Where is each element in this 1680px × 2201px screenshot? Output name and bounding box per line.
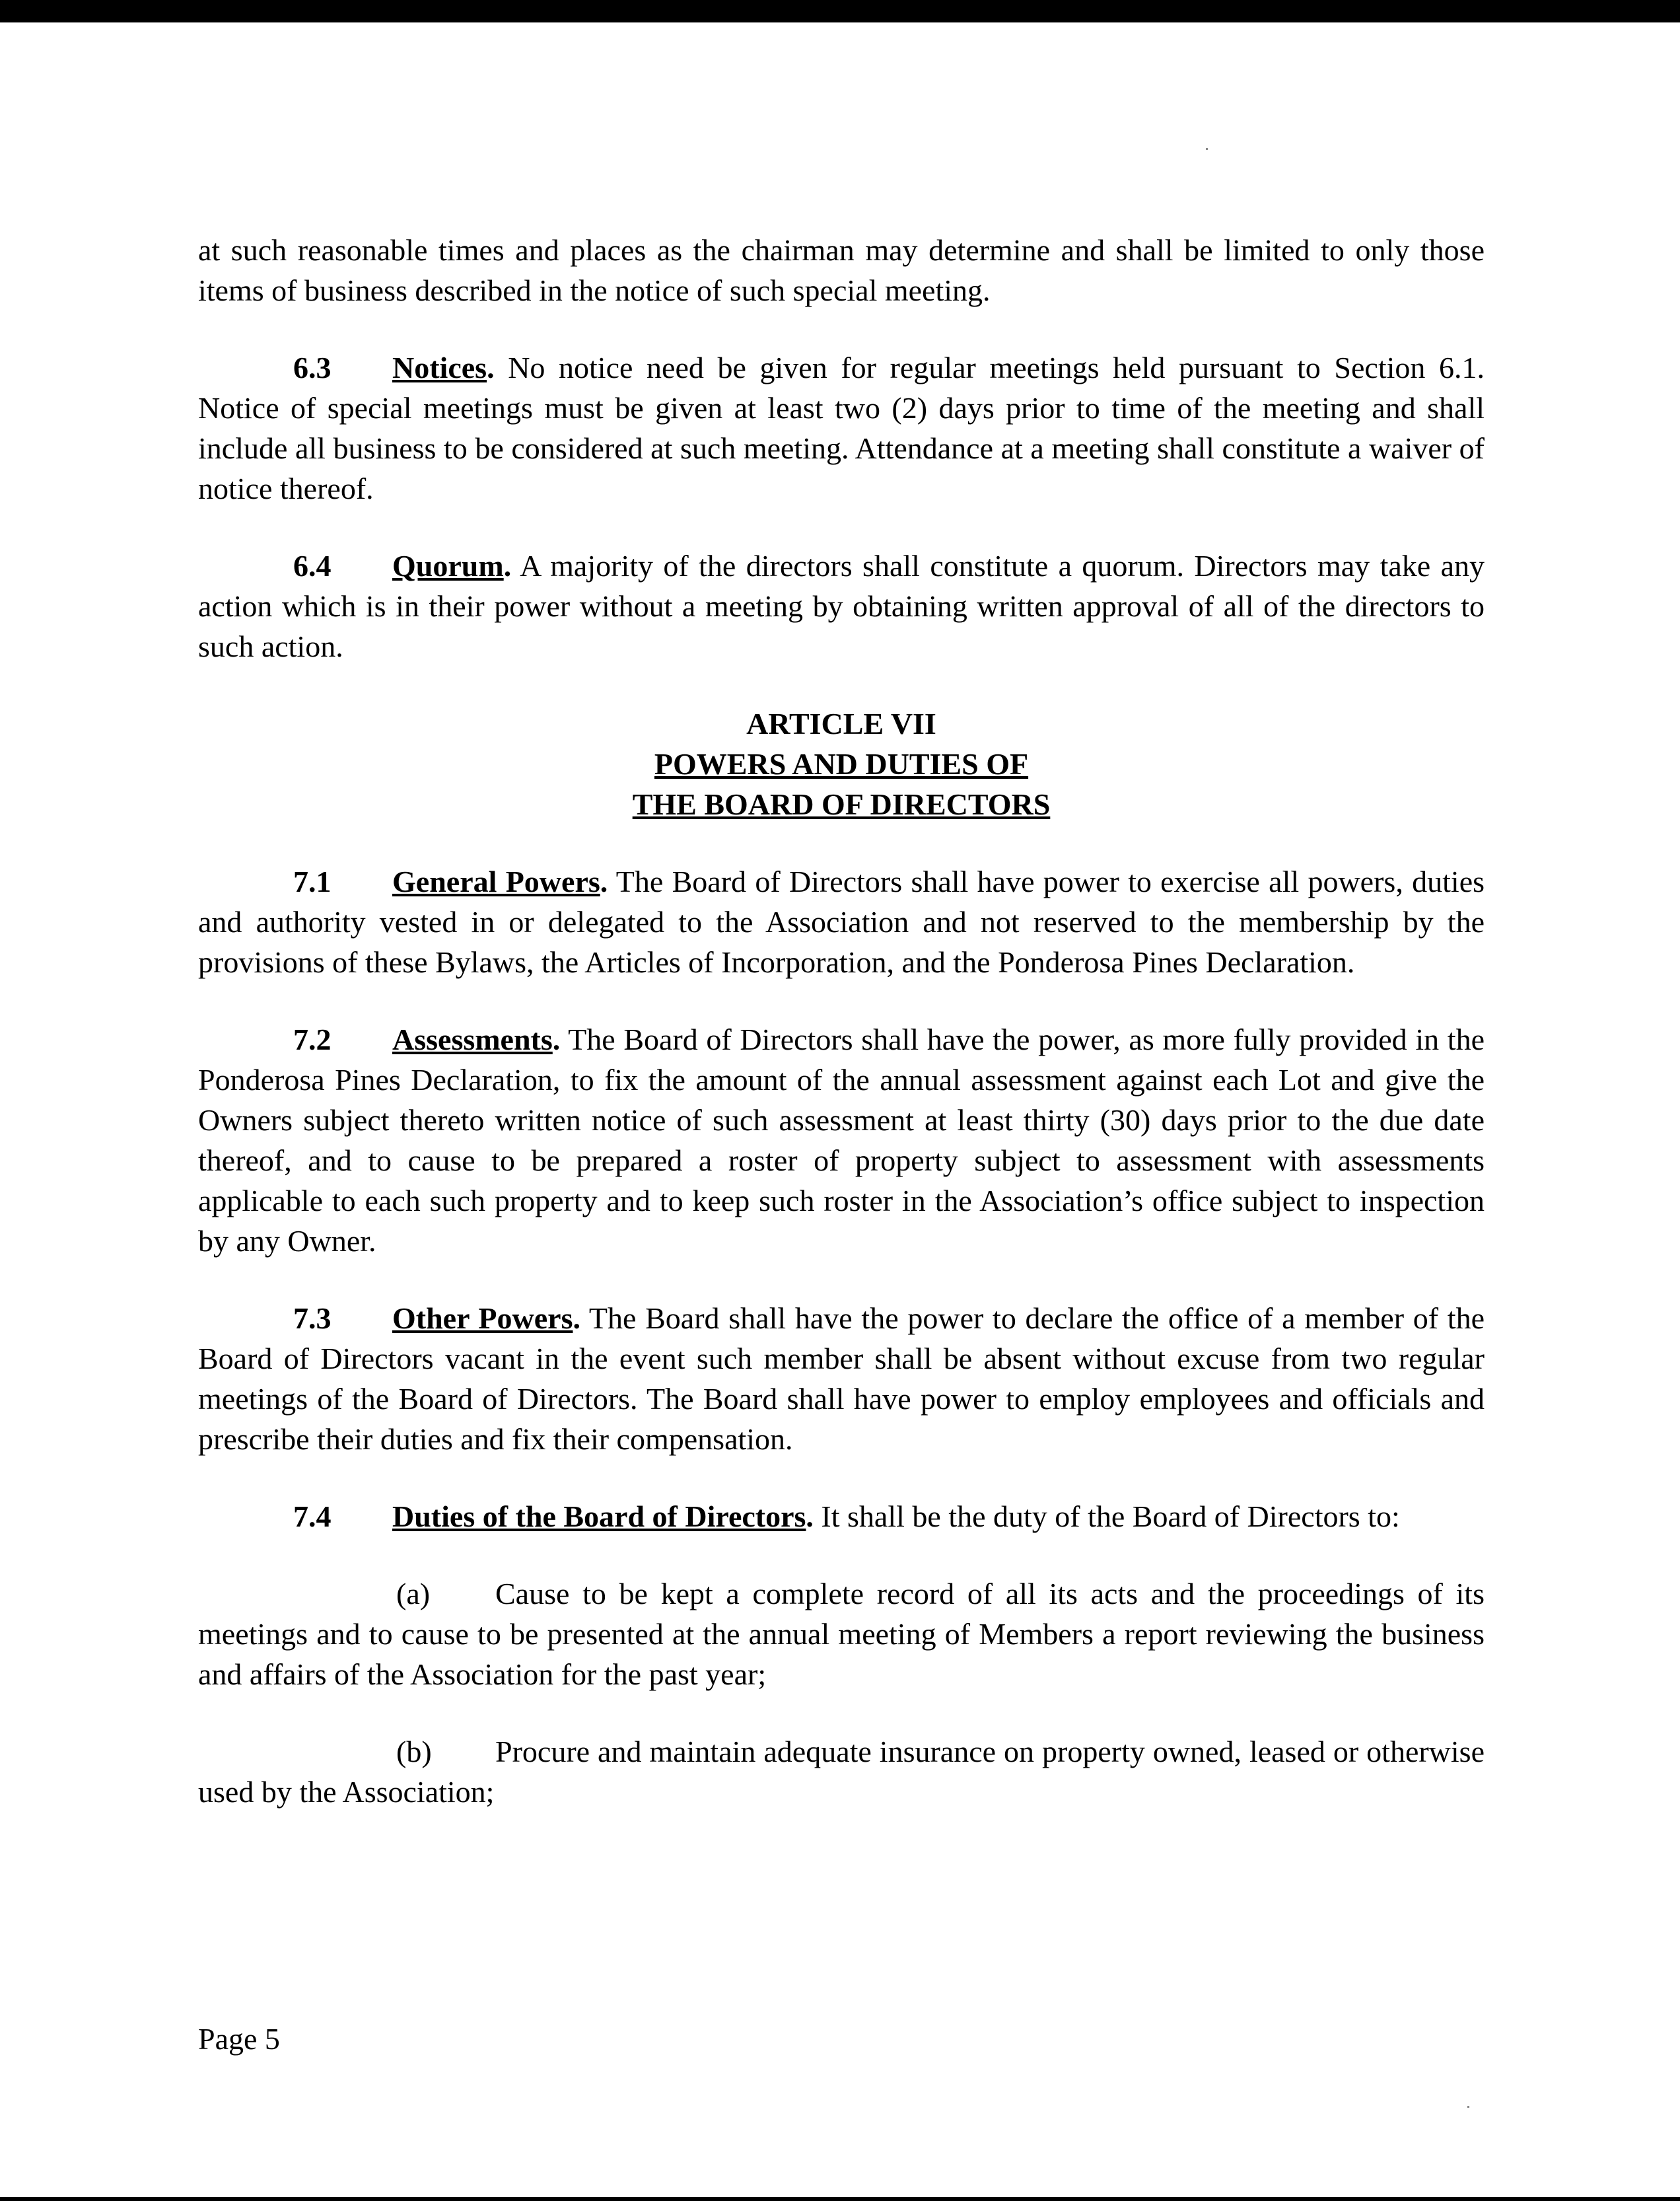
article-title-line-1: POWERS AND DUTIES OF (654, 747, 1029, 781)
scan-bottom-border (0, 2197, 1680, 2201)
section-number: 6.4 (293, 549, 332, 583)
section-heading: Assessments (392, 1023, 553, 1056)
section-number: 7.3 (293, 1301, 332, 1335)
continuation-paragraph: at such reasonable times and places as the chairman may determine and shall be limited to only those items of business described in the notice of such special meeting. (198, 233, 1485, 307)
subitem-label: (a) (396, 1577, 431, 1610)
section-heading: Notices (392, 351, 487, 384)
section-body: The Board of Directors shall have power to exercise all powers, duties and authority vested in or delegated to the Association and not reserved to the membership by the provisions of these Bylaws, the Articles of Incorporation, and the Ponderosa Pines Declaration. (198, 865, 1485, 979)
section-7-1: 7.1 General Powers. The Board of Directors shall have power to exercise all powers, duties and authority vested in or delegated to the Association and not reserved to the membership by the provisions of these Bylaws, the Articles of Incorporation, and the Ponderosa Pines Declaration. (198, 861, 1485, 982)
section-body: It shall be the duty of the Board of Directors to: (821, 1499, 1400, 1533)
section-number: 7.1 (293, 865, 332, 898)
scan-speck (1206, 148, 1208, 150)
section-6-4: 6.4 Quorum. A majority of the directors shall constitute a quorum. Directors may take any action which is in their power without a meeting by obtaining written approval of all of the directors to such action. (198, 546, 1485, 667)
page-number: Page 5 (198, 2022, 280, 2056)
scan-speck (1467, 2106, 1469, 2108)
article-title-line-2: THE BOARD OF DIRECTORS (632, 787, 1051, 821)
section-7-4: 7.4 Duties of the Board of Directors. It shall be the duty of the Board of Directors to: (198, 1496, 1485, 1536)
article-number: ARTICLE VII (746, 707, 936, 740)
section-7-2: 7.2 Assessments. The Board of Directors shall have the power, as more fully provided in the Ponderosa Pines Declaration, to fix the amount of the annual assessment against each Lot and give the Owners subject thereto written notice of such assessment at least thirty (30) days prior to the due date thereof, and to cause to be prepared a roster of property subject to assessment with assessments applicable to each such property and to keep such roster in the Association’s office subject to inspection by any Owner. (198, 1019, 1485, 1261)
subitem-text: Cause to be kept a complete record of all its acts and the proceedings of its meetings and to cause to be presented at the annual meeting of Members a report reviewing the business and affairs of the Association for the past year; (198, 1577, 1485, 1691)
section-number: 7.4 (293, 1499, 332, 1533)
section-number: 6.3 (293, 351, 332, 384)
section-body: The Board shall have the power to declare the office of a member of the Board of Directors vacant in the event such member shall be absent without excuse from two regular meetings of the Board of Directors. The Board shall have power to employ employees and officials and prescribe their duties and fix their compensation. (198, 1301, 1485, 1456)
subitem-text: Procure and maintain adequate insurance on property owned, leased or otherwise used by the Association; (198, 1735, 1485, 1809)
section-body: A majority of the directors shall constitute a quorum. Directors may take any action which is in their power without a meeting by obtaining written approval of all of the directors to such action. (198, 549, 1485, 663)
document-body (198, 230, 1485, 1812)
section-7-3: 7.3 Other Powers. The Board shall have the power to declare the office of a member of the Board of Directors vacant in the event such member shall be absent without excuse from two regular meetings of the Board of Directors. The Board shall have power to employ employees and officials and prescribe their duties and fix their compensation. (198, 1298, 1485, 1459)
scan-top-border (0, 0, 1680, 22)
section-heading: Duties of the Board of Directors (392, 1499, 806, 1533)
article-heading (198, 704, 1485, 824)
subitem-label: (b) (396, 1735, 432, 1768)
section-heading: Quorum (392, 549, 504, 583)
subitem-a (198, 1573, 1485, 1694)
subitem-b (198, 1731, 1485, 1812)
section-heading: Other Powers (392, 1301, 573, 1335)
section-number: 7.2 (293, 1023, 332, 1056)
section-body: The Board of Directors shall have the power, as more fully provided in the Ponderosa Pines Declaration, to fix the amount of the annual assessment against each Lot and give the Owners subject thereto written notice of such assessment at least thirty (30) days prior to the due date thereof, and to cause to be prepared a roster of property subject to assessment with assessments applicable to each such property and to keep such roster in the Association’s office subject to inspection by any Owner. (198, 1023, 1485, 1258)
section-body: No notice need be given for regular meetings held pursuant to Section 6.1. Notice of special meetings must be given at least two (2) days prior to time of the meeting and shall include all business to be considered at such meeting. Attendance at a meeting shall constitute a waiver of notice thereof. (198, 351, 1485, 505)
section-heading: General Powers (392, 865, 600, 898)
section-6-3: 6.3 Notices. No notice need be given for regular meetings held pursuant to Section 6.1. Notice of special meetings must be given at least two (2) days prior to time of the meeting and shall include all business to be considered at such meeting. Attendance at a meeting shall constitute a waiver of notice thereof. (198, 347, 1485, 509)
